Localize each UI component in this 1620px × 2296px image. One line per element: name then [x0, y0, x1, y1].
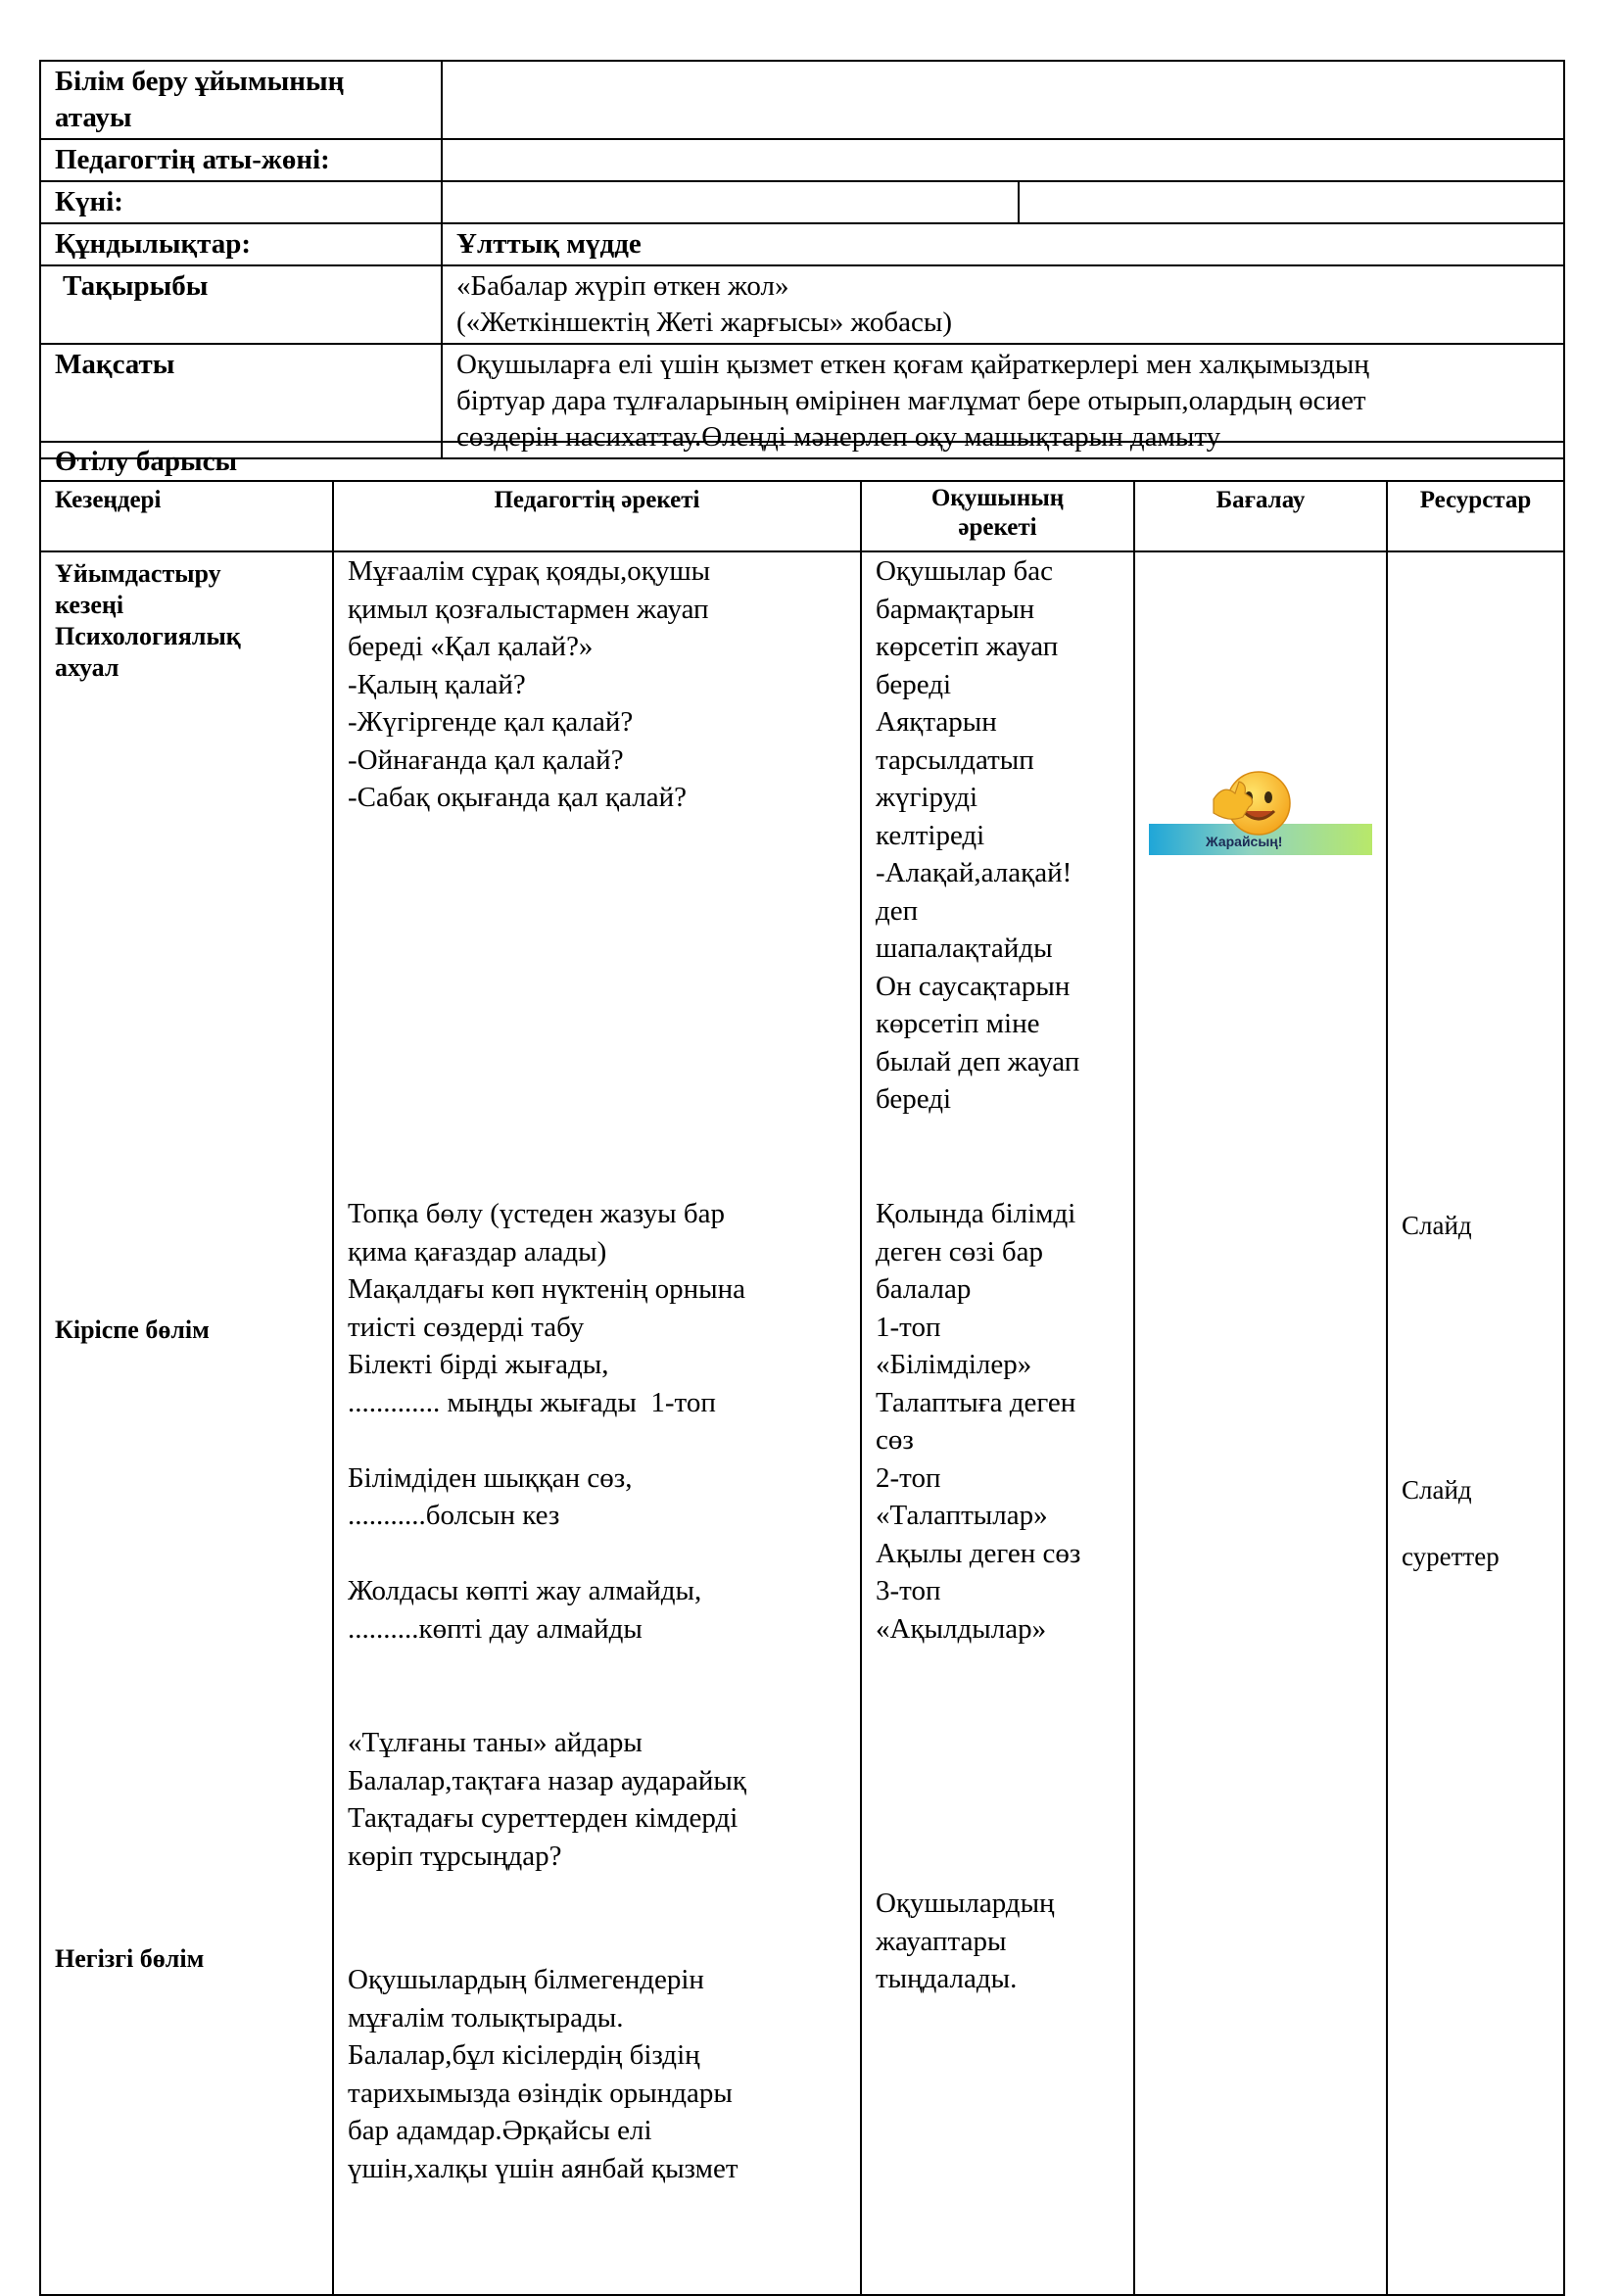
resource-slide-1: Слайд [1402, 1211, 1472, 1240]
resource-pictures: суреттер [1402, 1542, 1500, 1571]
col-header-assessment: Бағалау [1134, 481, 1387, 551]
date-label: Күні: [40, 181, 442, 223]
stage-organizational: Ұйымдастыру кезеңі Психологиялық ахуал [55, 559, 241, 682]
thumbs-up-smiley-icon [1149, 770, 1372, 858]
progress-label: Өтілу барысы [40, 442, 1564, 481]
student-text-introduction: Қолында білімді деген сөзі бар балалар 1-топ «Білімділер» Талаптыға деген сөз 2-топ «Талаптылар» Ақылы деген сөз 3-топ «Ақылдылар» [876, 1198, 1081, 1645]
teacher-cell [333, 551, 861, 2295]
col-header-teacher: Педагогтің әрекеті [333, 481, 861, 551]
col-header-stages: Кезеңдері [40, 481, 333, 551]
well-done-badge [1149, 770, 1372, 858]
resource-slide-2: Слайд [1402, 1475, 1472, 1505]
header-table [39, 60, 1565, 459]
teacher-text-main: Оқушылардың білмегендерін мұғалім толықтырады. Балалар,бұл кісілердің біздің тарихымызда өзіндік орындары бар адамдар.Әрқайсы елі үшін,халқы үшін аянбай қызмет [348, 1964, 739, 2184]
student-text-main: Оқушылардың жауаптары тыңдалады. [876, 1888, 1055, 1994]
student-text-organizational: Оқушылар бас бармақтарын көрсетіп жауап береді Аяқтарын тарсылдатып жүгіруді келтіреді -Алақай,алақай! деп шапалақтайды Он саусақтарын көрсетіп міне былай деп жауап береді [876, 555, 1080, 1115]
stages-cell [40, 551, 333, 2295]
teacher-text-introduction: Топқа бөлу (үстеден жазуы бар қима қағаздар алады) Мақалдағы көп нүктенің орнына тиісті сөздерді табу Білекті бірді жығады, ............. мыңды жығады 1-топ Білімдіден шыққан сөз, ...........болсын кез Жолдасы көпті жау алмайды, ..........көпті дау алмайды [348, 1198, 745, 1645]
values-value: Ұлттық мүдде [442, 223, 1564, 265]
teacher-label: Педагогтің аты-жөні: [40, 139, 442, 181]
lesson-table [39, 441, 1565, 2296]
date-value-2 [1019, 181, 1564, 223]
teacher-text-organizational: Мұғаалім сұрақ қояды,оқушы қимыл қозғалыстармен жауап береді «Қал қалай?» -Қалың қалай? -Жүгіргенде қал қалай? -Ойнағанда қал қалай? -Сабақ оқығанда қал қалай? [348, 555, 711, 813]
stage-introduction: Кіріспе бөлім [55, 1315, 210, 1344]
org-value [442, 61, 1564, 139]
teacher-value [442, 139, 1564, 181]
goal-label: Мақсаты [40, 344, 442, 458]
topic-value: «Бабалар жүріп өткен жол» («Жеткіншектің Жеті жарғысы» жобасы) [442, 265, 1564, 344]
col-header-resources: Ресурстар [1387, 481, 1564, 551]
date-value-1 [442, 181, 1019, 223]
teacher-text-identify: «Тұлғаны таны» айдары Балалар,тақтаға назар аударайық Тақтадағы суреттерден кімдерді көріп тұрсыңдар? [348, 1727, 747, 1872]
values-label: Құндылықтар: [40, 223, 442, 265]
assessment-cell [1134, 551, 1387, 2295]
badge-text: Жарайсың! [1206, 834, 1283, 849]
stage-main: Негізгі бөлім [55, 1944, 205, 1973]
topic-label: Тақырыбы [40, 265, 442, 344]
col-header-student: Оқушының әрекеті [861, 481, 1134, 551]
org-label: Білім беру ұйымының атауы [40, 61, 442, 139]
goal-value: Оқушыларға елі үшін қызмет еткен қоғам қайраткерлері мен халқымыздың біртуар дара тұлғаларының өмірінен мағлұмат бере отырып,олардың өсиет сөздерін насихаттау.Өлеңді мәнерлеп оқу машықтарын дамыту [442, 344, 1564, 458]
student-cell [861, 551, 1134, 2295]
resources-cell [1387, 551, 1564, 2295]
